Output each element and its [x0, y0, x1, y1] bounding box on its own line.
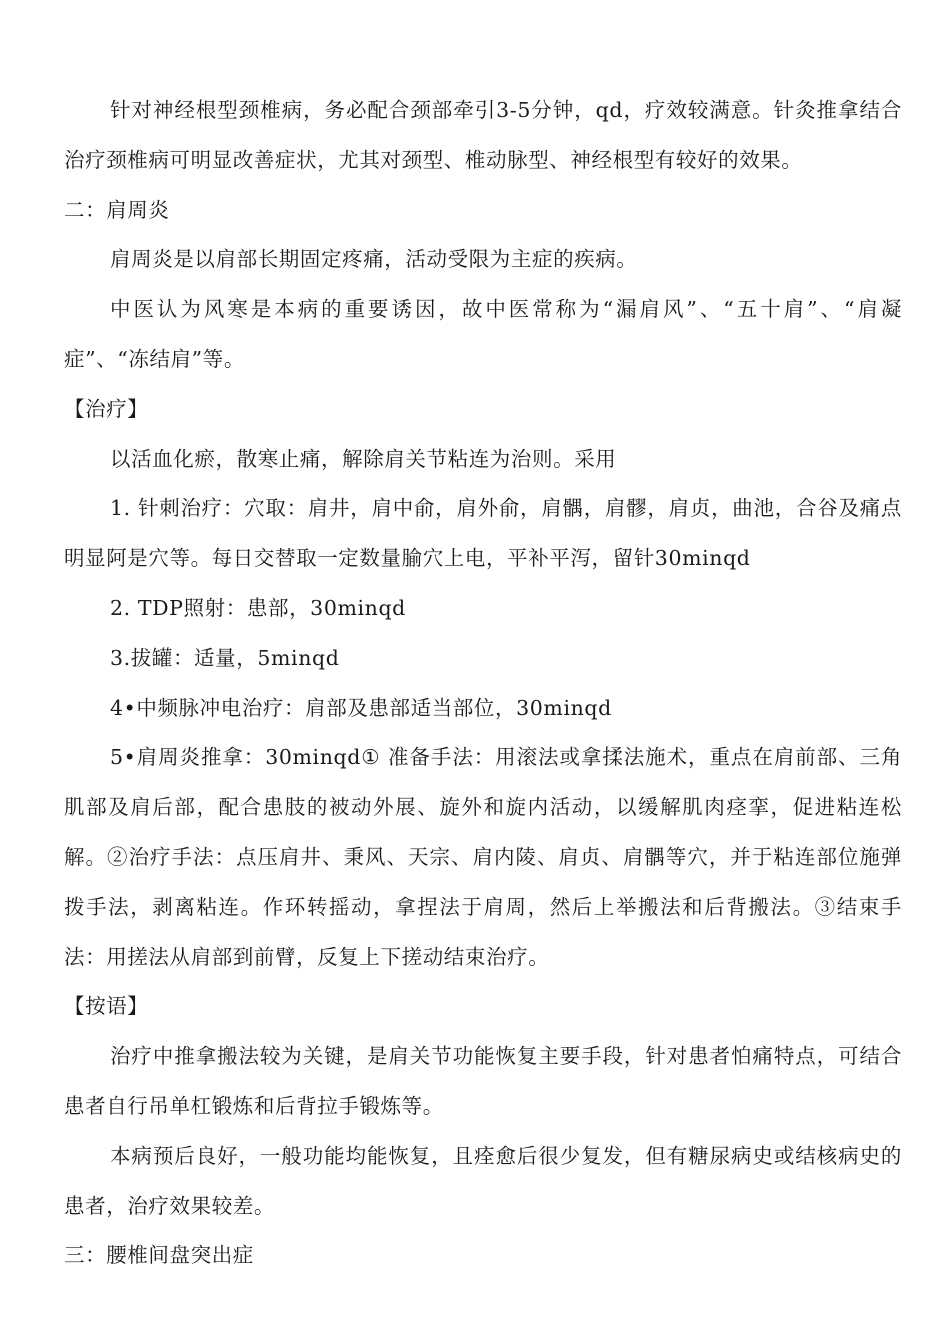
paragraph-prognosis: 本病预后良好，一般功能均能恢复，且痊愈后很少复发，但有糖尿病史或结核病史的患者，治疗效果较差。 [64, 1143, 902, 1218]
document-body [64, 86, 902, 1281]
list-item-acupuncture: 1. 针刺治疗：穴取：肩井，肩中俞，肩外俞，肩髃，肩髎，肩贞，曲池，合谷及痛点明显阿是穴等。每日交替取一定数量腧穴上电，平补平泻，留针30minqd [64, 496, 902, 571]
paragraph-cervical-traction: 针对神经根型颈椎病，务必配合颈部牵引3-5分钟，qd，疗效较满意。针灸推拿结合治疗颈椎病可明显改善症状，尤其对颈型、椎动脉型、神经根型有较好的效果。 [64, 98, 902, 172]
paragraph-definition: 肩周炎是以肩部长期固定疼痛，活动受限为主症的疾病。 [110, 247, 638, 272]
list-item-massage: 5•肩周炎推拿：30minqd① 准备手法：用滚法或拿揉法施术，重点在肩前部、三角肌部及肩后部，配合患肢的被动外展、旋外和旋内活动，以缓解肌肉痉挛，促进粘连松解。②治疗手法：点压肩井、秉风、天宗、肩内陵、肩贞、肩髃等穴，并于粘连部位施弹拨手法，剥离粘连。作环转摇动，拿捏法于肩周，然后上举搬法和后背搬法。③结束手法：用搓法从肩部到前臂，反复上下搓动结束治疗。 [64, 745, 902, 969]
list-item-electrotherapy: 4•中频脉冲电治疗：肩部及患部适当部位，30minqd [110, 695, 612, 720]
list-item-cupping: 3.拔罐：适量，5minqd [110, 645, 340, 670]
section-heading-lumbar-disc: 三：腰椎间盘突出症 [64, 1243, 254, 1268]
list-item-tdp: 2. TDP照射：患部，30minqd [110, 595, 406, 620]
paragraph-notes-key: 治疗中推拿搬法较为关键，是肩关节功能恢复主要手段，针对患者怕痛特点，可结合患者自行吊单杠锻炼和后背拉手锻炼等。 [64, 1044, 902, 1118]
paragraph-treatment-principle: 以活血化瘀，散寒止痛，解除肩关节粘连为治则。采用 [110, 446, 617, 471]
subheading-treatment: 【治疗】 [64, 396, 149, 421]
subheading-notes: 【按语】 [64, 994, 149, 1019]
section-heading-frozen-shoulder: 二：肩周炎 [64, 197, 170, 222]
paragraph-tcm-view: 中医认为风寒是本病的重要诱因，故中医常称为“漏肩风”、“五十肩”、“肩凝症”、“冻结肩”等。 [64, 297, 902, 371]
